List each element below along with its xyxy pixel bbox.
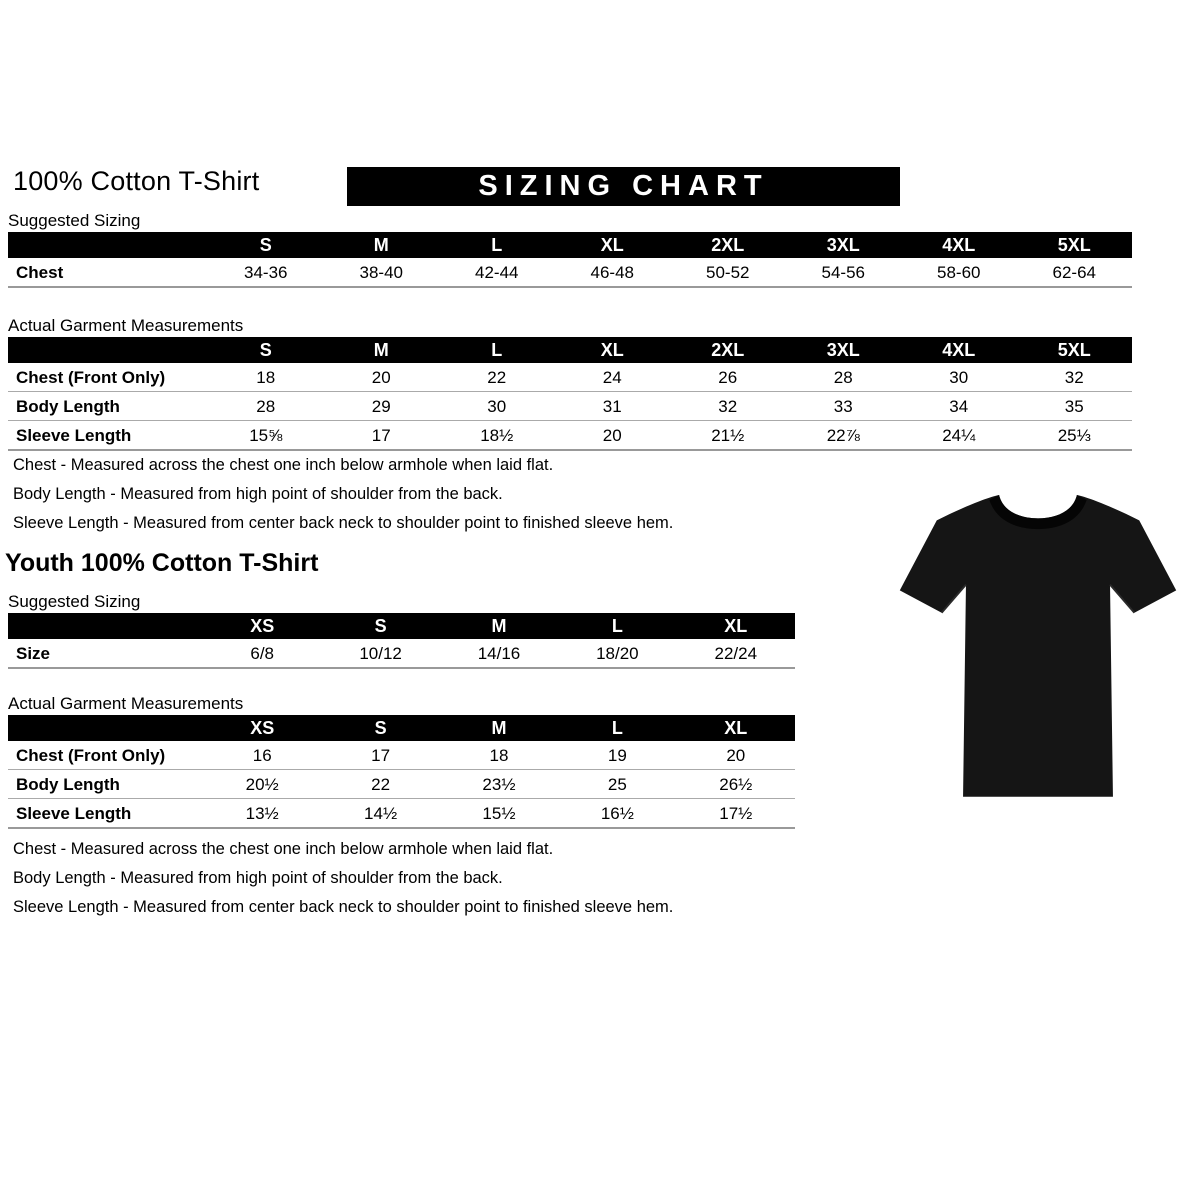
size-column-header: 3XL [786, 337, 902, 363]
measurement-value: 21½ [670, 421, 786, 451]
measurement-value: 19 [558, 741, 676, 770]
measurement-value: 20 [555, 421, 671, 451]
youth-suggested-sizing-table [8, 613, 795, 669]
measurement-value: 17½ [677, 799, 795, 829]
measurement-value: 18 [208, 363, 324, 392]
measurement-value: 25 [558, 770, 676, 799]
measurement-row [8, 639, 795, 668]
size-column-header: 2XL [670, 232, 786, 258]
measurement-value: 15⅝ [208, 421, 324, 451]
measurement-value: 23½ [440, 770, 558, 799]
measurement-value: 20 [324, 363, 440, 392]
measurement-row-label: Sleeve Length [8, 421, 208, 451]
measurement-value: 35 [1017, 392, 1133, 421]
measurement-value: 20 [677, 741, 795, 770]
measurement-value: 34 [901, 392, 1017, 421]
measurement-value: 13½ [203, 799, 321, 829]
measurement-value: 50-52 [670, 258, 786, 287]
youth-garment-measurements-table [8, 715, 795, 829]
adult-measurement-notes [13, 456, 673, 543]
size-column-header: XL [677, 613, 795, 639]
note-line: Chest - Measured across the chest one inch below armhole when laid flat. [13, 456, 554, 474]
black-tshirt-image [892, 468, 1184, 816]
measurement-value: 30 [901, 363, 1017, 392]
measurement-value: 42-44 [439, 258, 555, 287]
measurement-value: 15½ [440, 799, 558, 829]
size-column-header: 2XL [670, 337, 786, 363]
size-column-header: L [558, 613, 676, 639]
size-column-header: S [208, 232, 324, 258]
measurement-row-label: Chest [8, 258, 208, 287]
measurement-value: 22⅞ [786, 421, 902, 451]
measurement-value: 30 [439, 392, 555, 421]
size-column-header: M [440, 613, 558, 639]
sizing-chart-banner: SIZING CHART [347, 167, 900, 206]
measurement-value: 33 [786, 392, 902, 421]
measurement-value: 18/20 [558, 639, 676, 668]
size-column-header: M [440, 715, 558, 741]
size-column-header: M [324, 337, 440, 363]
size-column-header: XL [555, 337, 671, 363]
size-column-header: XS [203, 715, 321, 741]
measurement-row-label: Chest (Front Only) [8, 363, 208, 392]
size-column-header: XS [203, 613, 321, 639]
size-header-row [8, 613, 795, 639]
adult-section-title: 100% Cotton T-Shirt [13, 166, 260, 196]
note-line: Body Length - Measured from high point of shoulder from the back. [13, 485, 503, 503]
measurement-value: 16½ [558, 799, 676, 829]
measurement-row [8, 258, 1132, 287]
measurement-row [8, 421, 1132, 451]
youth-garment-measurements-label: Actual Garment Measurements [8, 694, 244, 713]
measurement-value: 17 [321, 741, 439, 770]
measurement-value: 22/24 [677, 639, 795, 668]
size-column-header: 5XL [1017, 232, 1133, 258]
size-column-header: L [558, 715, 676, 741]
size-column-header: XL [677, 715, 795, 741]
measurement-value: 24 [555, 363, 671, 392]
measurement-value: 62-64 [1017, 258, 1133, 287]
size-column-header: 3XL [786, 232, 902, 258]
measurement-value: 29 [324, 392, 440, 421]
measurement-value: 14/16 [440, 639, 558, 668]
size-header-row [8, 337, 1132, 363]
note-line: Sleeve Length - Measured from center back neck to shoulder point to finished sleeve hem. [13, 898, 674, 916]
measurement-value: 25⅓ [1017, 421, 1133, 451]
youth-section-title: Youth 100% Cotton T-Shirt [5, 549, 319, 577]
adult-suggested-sizing-table [8, 232, 1132, 288]
measurement-row-label: Size [8, 639, 203, 668]
measurement-row-label: Chest (Front Only) [8, 741, 203, 770]
measurement-value: 38-40 [324, 258, 440, 287]
size-column-header: M [324, 232, 440, 258]
youth-suggested-sizing-label: Suggested Sizing [8, 592, 141, 611]
youth-measurement-notes [13, 840, 673, 927]
header-label-spacer [8, 613, 203, 639]
measurement-row [8, 363, 1132, 392]
size-header-row [8, 232, 1132, 258]
size-column-header: S [208, 337, 324, 363]
measurement-value: 58-60 [901, 258, 1017, 287]
measurement-row-label: Body Length [8, 770, 203, 799]
measurement-value: 16 [203, 741, 321, 770]
tshirt-body-shape [900, 495, 1176, 797]
note-line: Chest - Measured across the chest one inch below armhole when laid flat. [13, 840, 554, 858]
header-label-spacer [8, 337, 208, 363]
measurement-row-label: Sleeve Length [8, 799, 203, 829]
measurement-value: 10/12 [321, 639, 439, 668]
note-line: Sleeve Length - Measured from center back neck to shoulder point to finished sleeve hem. [13, 514, 674, 532]
measurement-value: 18 [440, 741, 558, 770]
measurement-row-label: Body Length [8, 392, 208, 421]
size-column-header: L [439, 232, 555, 258]
size-column-header: S [321, 613, 439, 639]
size-column-header: 4XL [901, 232, 1017, 258]
measurement-value: 6/8 [203, 639, 321, 668]
size-header-row [8, 715, 795, 741]
measurement-row [8, 392, 1132, 421]
measurement-value: 22 [439, 363, 555, 392]
size-column-header: 5XL [1017, 337, 1133, 363]
measurement-row [8, 741, 795, 770]
measurement-value: 32 [1017, 363, 1133, 392]
measurement-value: 18½ [439, 421, 555, 451]
adult-garment-measurements-table [8, 337, 1132, 451]
adult-garment-measurements-label: Actual Garment Measurements [8, 316, 244, 335]
adult-suggested-sizing-label: Suggested Sizing [8, 211, 141, 230]
measurement-value: 20½ [203, 770, 321, 799]
note-line: Body Length - Measured from high point of shoulder from the back. [13, 869, 503, 887]
size-column-header: S [321, 715, 439, 741]
size-column-header: 4XL [901, 337, 1017, 363]
measurement-value: 34-36 [208, 258, 324, 287]
header-label-spacer [8, 715, 203, 741]
measurement-value: 32 [670, 392, 786, 421]
measurement-value: 54-56 [786, 258, 902, 287]
measurement-value: 14½ [321, 799, 439, 829]
measurement-value: 22 [321, 770, 439, 799]
header-label-spacer [8, 232, 208, 258]
measurement-value: 28 [208, 392, 324, 421]
measurement-value: 26½ [677, 770, 795, 799]
measurement-value: 24¼ [901, 421, 1017, 451]
size-column-header: XL [555, 232, 671, 258]
size-column-header: L [439, 337, 555, 363]
measurement-value: 31 [555, 392, 671, 421]
measurement-value: 28 [786, 363, 902, 392]
measurement-row [8, 770, 795, 799]
measurement-row [8, 799, 795, 829]
measurement-value: 17 [324, 421, 440, 451]
measurement-value: 26 [670, 363, 786, 392]
measurement-value: 46-48 [555, 258, 671, 287]
